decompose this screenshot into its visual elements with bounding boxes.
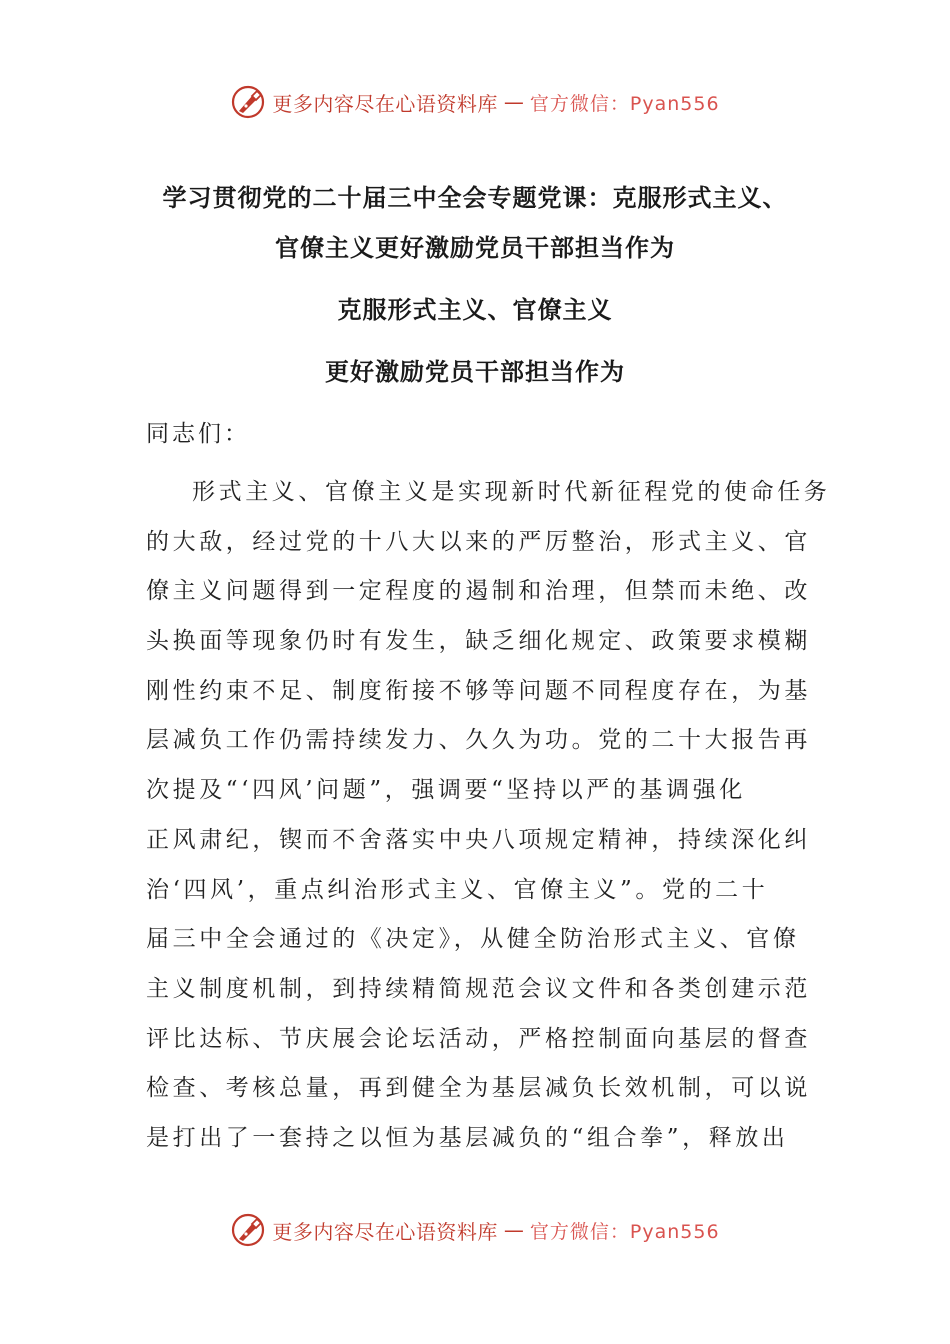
body-line: 治‘四风’，重点纠治形式主义、官僚主义”。党的二十	[146, 876, 769, 903]
body-line: 检查、考核总量，再到健全为基层减负长效机制，可以说	[146, 1075, 811, 1102]
document-subtitle-line-2: 更好激励党员干部担当作为	[325, 358, 625, 386]
document-subtitle-line-1: 克服形式主义、官僚主义	[337, 296, 613, 324]
document-title-line-2: 官僚主义更好激励党员干部担当作为	[275, 234, 675, 262]
body-line: 刚性约束不足、制度衔接不够等问题不同程度存在，为基	[146, 677, 811, 704]
watermark-separator: —	[503, 1218, 524, 1242]
body-line: 层减负工作仍需持续发力、久久为功。党的二十大报告再	[146, 727, 811, 754]
body-line: 是打出了一套持之以恒为基层减负的“组合拳”，释放出	[146, 1124, 789, 1151]
watermark-banner-bottom	[0, 1210, 950, 1250]
body-line: 届三中全会通过的《决定》，从健全防治形式主义、官僚	[146, 926, 800, 953]
body-line: 次提及“‘四风’问题”，强调要“坚持以严的基调强化	[146, 777, 746, 804]
pen-nib-icon	[230, 1212, 266, 1248]
body-line: 的大敌，经过党的十八大以来的严厉整治，形式主义、官	[146, 528, 811, 555]
watermark-wechat-text: 官方微信：Pyan556	[529, 1220, 720, 1243]
watermark-site-text: 更多内容尽在心语资料库	[272, 91, 498, 116]
greeting: 同志们：	[146, 421, 250, 447]
body-line: 评比达标、节庆展会论坛活动，严格控制面向基层的督查	[146, 1025, 811, 1052]
body-paragraph	[146, 468, 831, 1164]
body-line: 正风肃纪，锲而不舍落实中央八项规定精神，持续深化纠	[146, 826, 811, 853]
watermark-banner-top	[0, 82, 950, 122]
body-line: 主义制度机制，到持续精简规范会议文件和各类创建示范	[146, 975, 811, 1002]
body-line: 头换面等现象仍时有发生，缺乏细化规定、政策要求模糊	[146, 628, 811, 655]
watermark-site-text: 更多内容尽在心语资料库	[272, 1219, 498, 1244]
pen-nib-icon	[230, 84, 266, 120]
watermark-separator: —	[503, 90, 524, 114]
watermark-wechat-text: 官方微信：Pyan556	[529, 92, 720, 115]
body-line: 形式主义、官僚主义是实现新时代新征程党的使命任务	[192, 479, 831, 505]
document-title-line-1: 学习贯彻党的二十届三中全会专题党课：克服形式主义、	[162, 184, 788, 212]
body-line: 僚主义问题得到一定程度的遏制和治理，但禁而未绝、改	[146, 578, 811, 605]
